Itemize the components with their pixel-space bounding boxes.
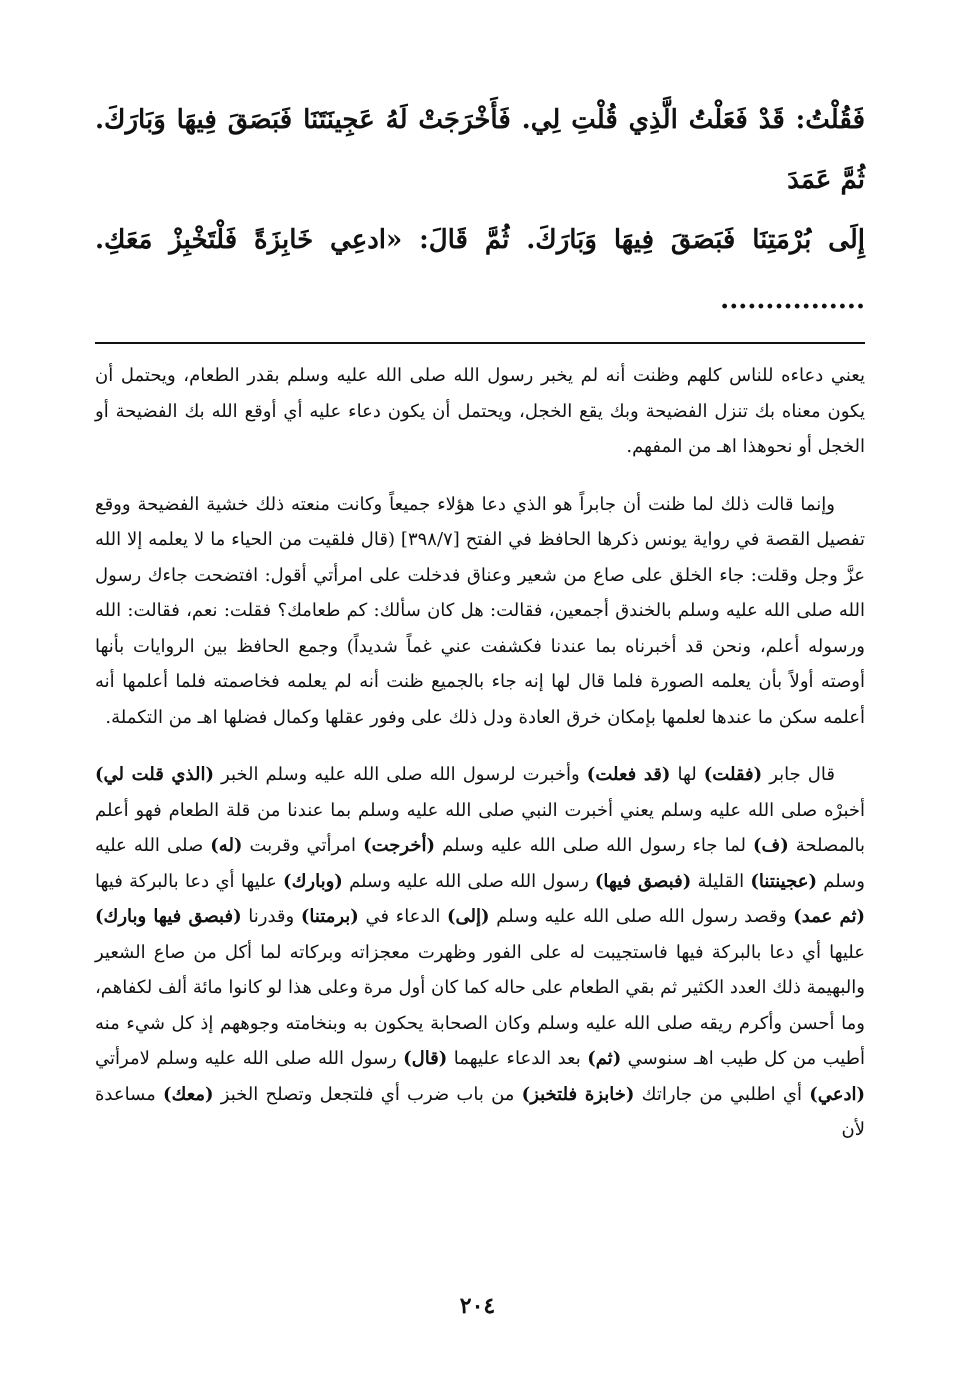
bold-quote-segment: (أخرجت): [363, 835, 436, 856]
text-segment: عليها أي دعا بالبركة فيها: [95, 870, 284, 892]
bold-quote-segment: (الذي قلت لي): [95, 764, 214, 785]
bold-quote-segment: (وبارك): [283, 870, 343, 892]
bold-quote-segment: (فبصق فيها): [594, 870, 692, 892]
separator-rule: [95, 342, 865, 344]
bold-quote-segment: (فقلت): [703, 764, 763, 785]
bold-quote-segment: (فبصق فيها وبارك): [95, 906, 242, 927]
bold-quote-segment: (ادعي): [809, 1083, 865, 1105]
hadith-line-1: فَقُلْتُ: قَدْ فَعَلْتُ الَّذِي قُلْتِ لِي. فَأَخْرَجَتْ لَهُ عَجِينَتَنَا فَبَصَقَ فِيهَا وَبَارَكَ. ثُمَّ عَمَدَ: [95, 105, 865, 195]
bold-quote-segment: (خابزة فلتخبز): [521, 1083, 635, 1105]
commentary-paragraph-3: [95, 757, 865, 1148]
text-segment: أي اطلبي من جاراتك: [634, 1083, 810, 1105]
bold-quote-segment: (ثم عمد): [793, 906, 865, 927]
text-segment: عليها أي دعا بالبركة فيها فاستجيبت له على الفور وظهرت معجزاته وبركاته لما أكل من صاع الشعير والبهيمة ذلك العدد الكثير ثم بقي الطعام على حاله كما كان أول مرة وعلى هذا لو كانوا مائة ألف لكفاهم، وما أحسن وأكرم ريقه صلى الله عليه وسلم وكان الصحابة يحكون به وبنخامته وجوههم إذ كل شيء منه أطيب من كل طيب اهـ سنوسي: [95, 941, 865, 1069]
text-segment: مساعدة لأن: [95, 1083, 865, 1140]
bold-quote-segment: (له): [210, 835, 243, 856]
bold-quote-segment: (قد فعلت): [586, 764, 671, 785]
bold-quote-segment: (عجينتنا): [750, 870, 817, 892]
bold-quote-segment: (إلى): [447, 906, 490, 927]
text-segment: الدعاء في: [358, 906, 448, 927]
text-segment: لها: [670, 764, 704, 785]
bold-quote-segment: (برمتنا): [300, 906, 359, 927]
text-segment: رسول الله صلى الله عليه وسلم لامرأتي: [95, 1048, 404, 1069]
text-segment: أخبرْه صلى الله عليه وسلم يعني أخبرت النبي صلى الله عليه وسلم بما عندنا من قلة الطعام فهو أعلم بالمصلحة: [95, 799, 865, 856]
commentary: [95, 358, 865, 1148]
bold-quote-segment: (ثم): [587, 1048, 622, 1069]
text-segment: لما جاء رسول الله صلى الله عليه وسلم: [435, 835, 754, 856]
text-segment: امرأتي وقربت: [242, 835, 364, 856]
hadith-text: [95, 90, 865, 330]
commentary-paragraph-1: يعني دعاءه للناس كلهم وظنت أنه لم يخبر رسول الله صلى الله عليه وسلم بقدر الطعام، ويحتمل أن يكون معناه بك تنزل الفضيحة وبك يقع الخجل، ويحتمل أن يكون دعاء عليه أي أوقع الله بك الفضيحة أو الخجل أو نحوهذا اهـ من المفهم.: [95, 365, 865, 457]
text-segment: بعد الدعاء عليهما: [447, 1048, 588, 1069]
text-segment: قال جابر: [762, 764, 835, 785]
text-segment: القليلة: [691, 870, 751, 892]
bold-quote-segment: (ف): [753, 835, 789, 856]
text-segment: وقدرنا: [241, 906, 301, 927]
text-segment: من باب ضرب أي فلتجعل وتصلح الخبز: [213, 1083, 522, 1105]
page-content: [95, 90, 865, 1170]
text-segment: وأخبرت لرسول الله صلى الله عليه وسلم الخبر: [213, 764, 587, 785]
text-segment: صلى الله عليه وسلم: [95, 835, 865, 892]
text-segment: رسول الله صلى الله عليه وسلم: [342, 870, 595, 892]
bold-quote-segment: (قال): [403, 1048, 448, 1069]
hadith-line-2: إِلَى بُرْمَتِنَا فَبَصَقَ فِيهَا وَبَارَكَ. ثُمَّ قَالَ: «ادعِي خَابِزَةً فَلْتَخْبِزْ مَعَكِ. ................: [95, 225, 865, 315]
text-segment: وقصد رسول الله صلى الله عليه وسلم: [489, 906, 794, 927]
commentary-paragraph-2: وإنما قالت ذلك لما ظنت أن جابراً هو الذي دعا هؤلاء جميعاً وكانت منعته ذلك خشية الفضيحة ووقع تفصيل القصة في رواية يونس ذكرها الحافظ في الفتح [٣٩٨/٧] (قال فلقيت من الحياء ما لا يعلمه إلا الله عزَّ وجل وقلت: جاء الخلق على صاع من شعير وعناق فدخلت على امرأتي أقول: افتضحت جاءك رسول الله صلى الله عليه وسلم بالخندق أجمعين، فقالت: هل كان سألك: كم طعامك؟ فقلت: نعم، فقالت: الله ورسوله أعلم، ونحن قد أخبرناه بما عندنا فكشفت عني غماً شديداً) وجمع الحافظ بين الروايات بأنها أوصته أولاً بأن يعلمه الصورة فلما قال لها إنه جاء بالجميع ظنت أنه لم يعلمه فخاصمته فلما أعلمها أنه أعلمه سكن ما عندها لعلمها بإمكان خرق العادة ودل ذلك على وفور عقلها وكمال فضلها اهـ من التكملة.: [95, 493, 865, 728]
page-number: ٢٠٤: [459, 1293, 496, 1319]
bold-quote-segment: (معك): [163, 1083, 214, 1105]
